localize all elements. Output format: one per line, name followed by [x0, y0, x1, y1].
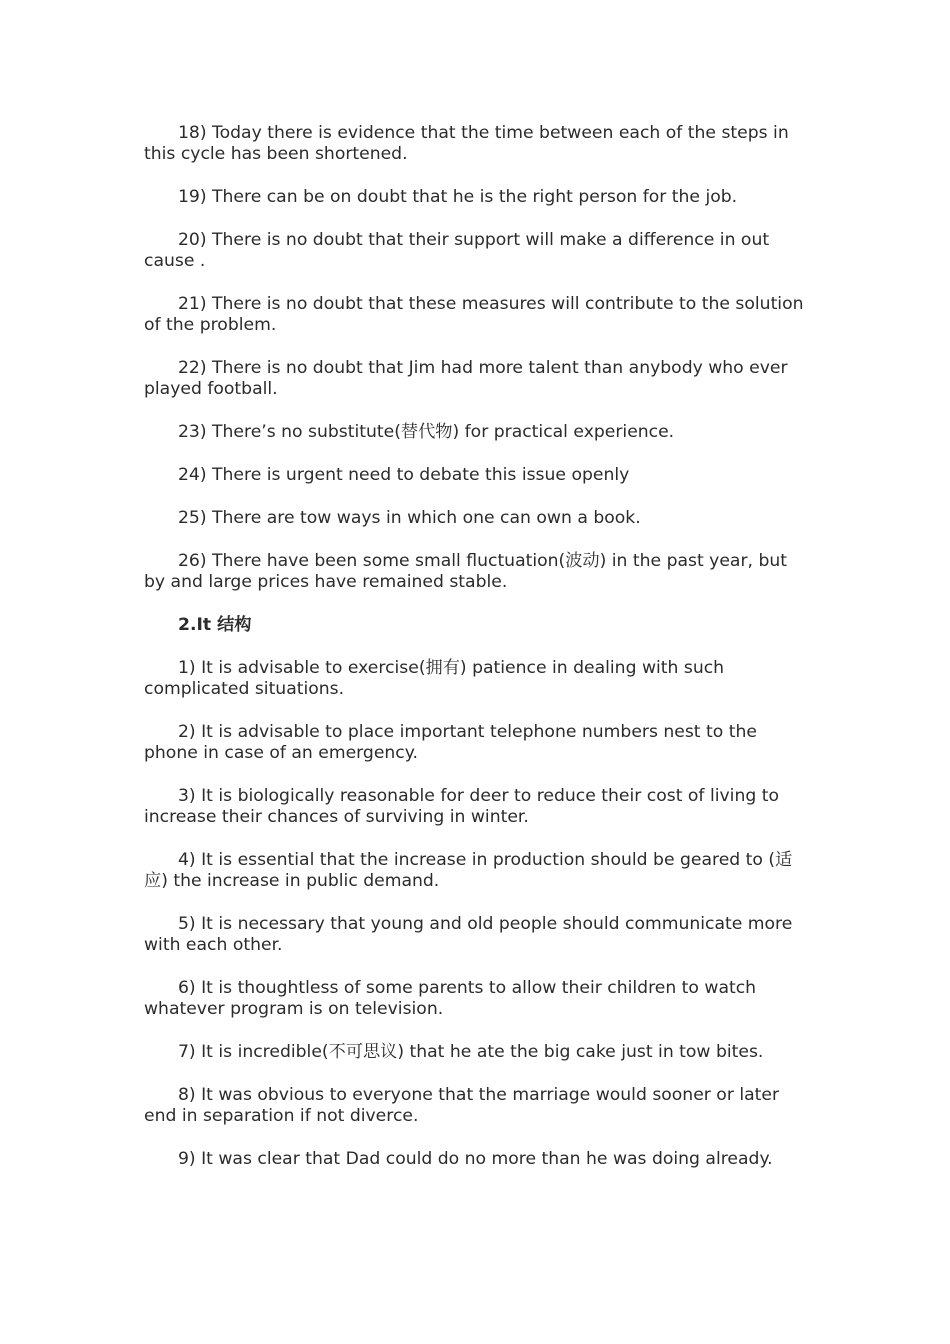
document-page	[144, 123, 804, 1192]
it-sentence-5: 5) It is necessary that young and old people should communicate more with each other.	[144, 914, 793, 955]
sentence-19: 19) There can be on doubt that he is the right person for the job.	[178, 187, 738, 207]
sentence-22: 22) There is no doubt that Jim had more talent than anybody who ever played football.	[144, 358, 788, 399]
sentence-24: 24) There is urgent need to debate this issue openly	[178, 465, 630, 485]
it-sentence-4: 4) It is essential that the increase in production should be geared to (适应) the increase in public demand.	[144, 850, 793, 891]
it-sentence-3: 3) It is biologically reasonable for deer to reduce their cost of living to increase their chances of surviving in winter.	[144, 786, 779, 827]
sentence-21: 21) There is no doubt that these measures will contribute to the solution of the problem.	[144, 294, 804, 335]
sentence-20: 20) There is no doubt that their support will make a difference in out cause .	[144, 230, 770, 271]
sentence-25: 25) There are tow ways in which one can own a book.	[178, 508, 641, 528]
it-sentence-7: 7) It is incredible(不可思议) that he ate the big cake just in tow bites.	[178, 1042, 764, 1062]
sentence-18: 18) Today there is evidence that the time between each of the steps in this cycle has been shortened.	[144, 123, 789, 164]
it-sentence-9: 9) It was clear that Dad could do no more than he was doing already.	[178, 1149, 773, 1169]
it-sentence-8: 8) It was obvious to everyone that the marriage would sooner or later end in separation if not diverce.	[144, 1085, 780, 1126]
sentence-26: 26) There have been some small fluctuation(波动) in the past year, but by and large prices have remained stable.	[144, 551, 787, 592]
section-heading-it-structure: 2.It 结构	[178, 615, 252, 635]
sentence-23: 23) There’s no substitute(替代物) for practical experience.	[178, 422, 675, 442]
it-sentence-1: 1) It is advisable to exercise(拥有) patience in dealing with such complicated situations.	[144, 658, 725, 699]
it-sentence-2: 2) It is advisable to place important telephone numbers nest to the phone in case of an emergency.	[144, 722, 757, 763]
it-sentence-6: 6) It is thoughtless of some parents to allow their children to watch whatever program is on television.	[144, 978, 757, 1019]
